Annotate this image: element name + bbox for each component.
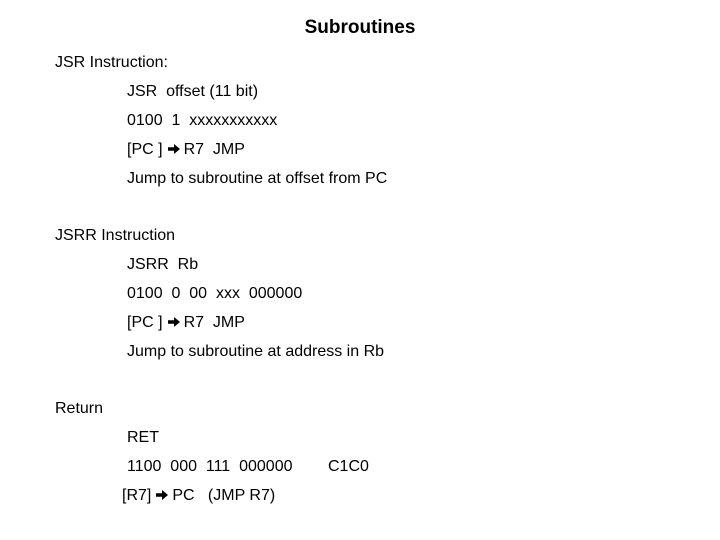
jsr-action-right: R7 JMP: [183, 141, 245, 158]
jsrr-encoding: 0100 0 00 xxx 000000: [127, 285, 303, 302]
right-arrow-icon: [155, 488, 169, 502]
right-arrow-icon: [167, 142, 181, 156]
ret-action-right: PC (JMP R7): [172, 487, 276, 504]
jsr-syntax: JSR offset (11 bit): [127, 83, 259, 100]
jsrr-heading: JSRR Instruction: [55, 227, 176, 244]
jsr-action-left: [PC ]: [127, 141, 163, 158]
jsr-encoding: 0100 1 xxxxxxxxxxx: [127, 112, 278, 129]
jsrr-action: [127, 313, 245, 333]
ret-action: [122, 486, 275, 506]
jsrr-action-left: [PC ]: [127, 314, 163, 331]
jsr-description: Jump to subroutine at offset from PC: [127, 170, 388, 187]
jsrr-syntax: JSRR Rb: [127, 256, 199, 273]
jsr-action: [127, 140, 245, 160]
page-title: Subroutines: [304, 17, 416, 38]
right-arrow-icon: [167, 315, 181, 329]
ret-encoding: 1100 000 111 000000: [127, 458, 293, 475]
ret-syntax: RET: [127, 429, 159, 446]
ret-action-left: [R7]: [122, 487, 152, 504]
ret-hex: C1C0: [328, 458, 369, 475]
ret-heading: Return: [55, 400, 104, 417]
jsrr-action-right: R7 JMP: [183, 314, 245, 331]
jsr-heading: JSR Instruction:: [55, 54, 168, 71]
jsrr-description: Jump to subroutine at address in Rb: [127, 343, 385, 360]
